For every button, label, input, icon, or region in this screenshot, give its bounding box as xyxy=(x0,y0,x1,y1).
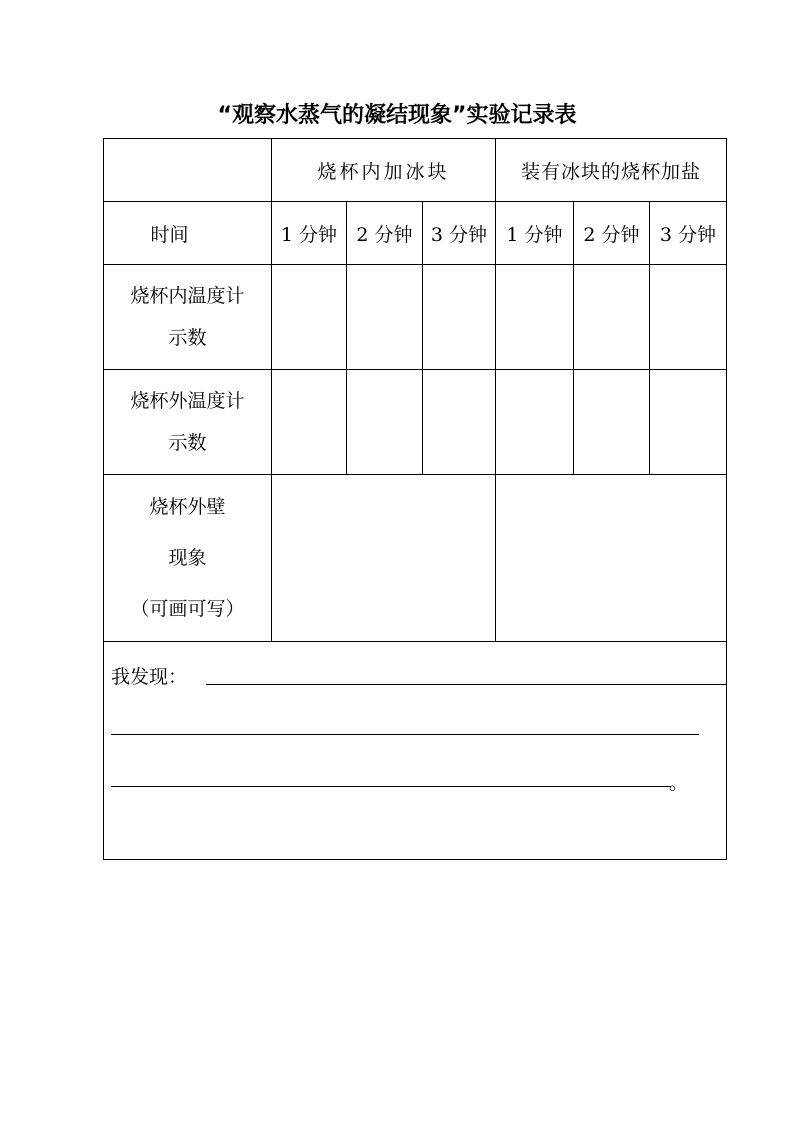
table-border-bottom xyxy=(103,859,727,860)
answer-line xyxy=(111,734,699,735)
row-label-wall xyxy=(104,475,271,641)
minute-header: 3 分钟 xyxy=(430,223,488,246)
minute-header: 1 分钟 xyxy=(506,223,563,246)
answer-line xyxy=(206,684,726,685)
page-title: “观察水蒸气的凝结现象”实验记录表 xyxy=(217,103,577,128)
minute-header: 2 分钟 xyxy=(583,223,640,246)
row-label-line: 示数 xyxy=(168,327,207,349)
row-label-line: 示数 xyxy=(168,432,207,454)
findings-label: 我发现： xyxy=(111,666,188,688)
end-period: 。 xyxy=(669,772,689,794)
row-label-line: 烧杯外壁 xyxy=(149,495,226,518)
answer-line xyxy=(111,786,671,787)
time-label: 时间 xyxy=(150,223,189,246)
row-label-line: （可画可写） xyxy=(130,597,245,620)
row-label-line: 烧杯内温度计 xyxy=(130,285,245,307)
row-label-line: 烧杯外温度计 xyxy=(130,390,245,412)
group-header-ice: 烧杯内加冰块 xyxy=(317,160,450,183)
row-label-outer-temp xyxy=(104,370,271,474)
record-table xyxy=(103,138,727,860)
row-line xyxy=(103,641,727,642)
minute-header: 3 分钟 xyxy=(659,223,717,246)
table-border-right xyxy=(726,138,727,860)
minute-header: 2 分钟 xyxy=(356,223,413,246)
minute-header: 1 分钟 xyxy=(280,223,338,246)
row-label-line: 现象 xyxy=(168,546,207,569)
row-label-inner-temp xyxy=(104,265,271,369)
group-header-salt: 装有冰块的烧杯加盐 xyxy=(520,160,701,183)
